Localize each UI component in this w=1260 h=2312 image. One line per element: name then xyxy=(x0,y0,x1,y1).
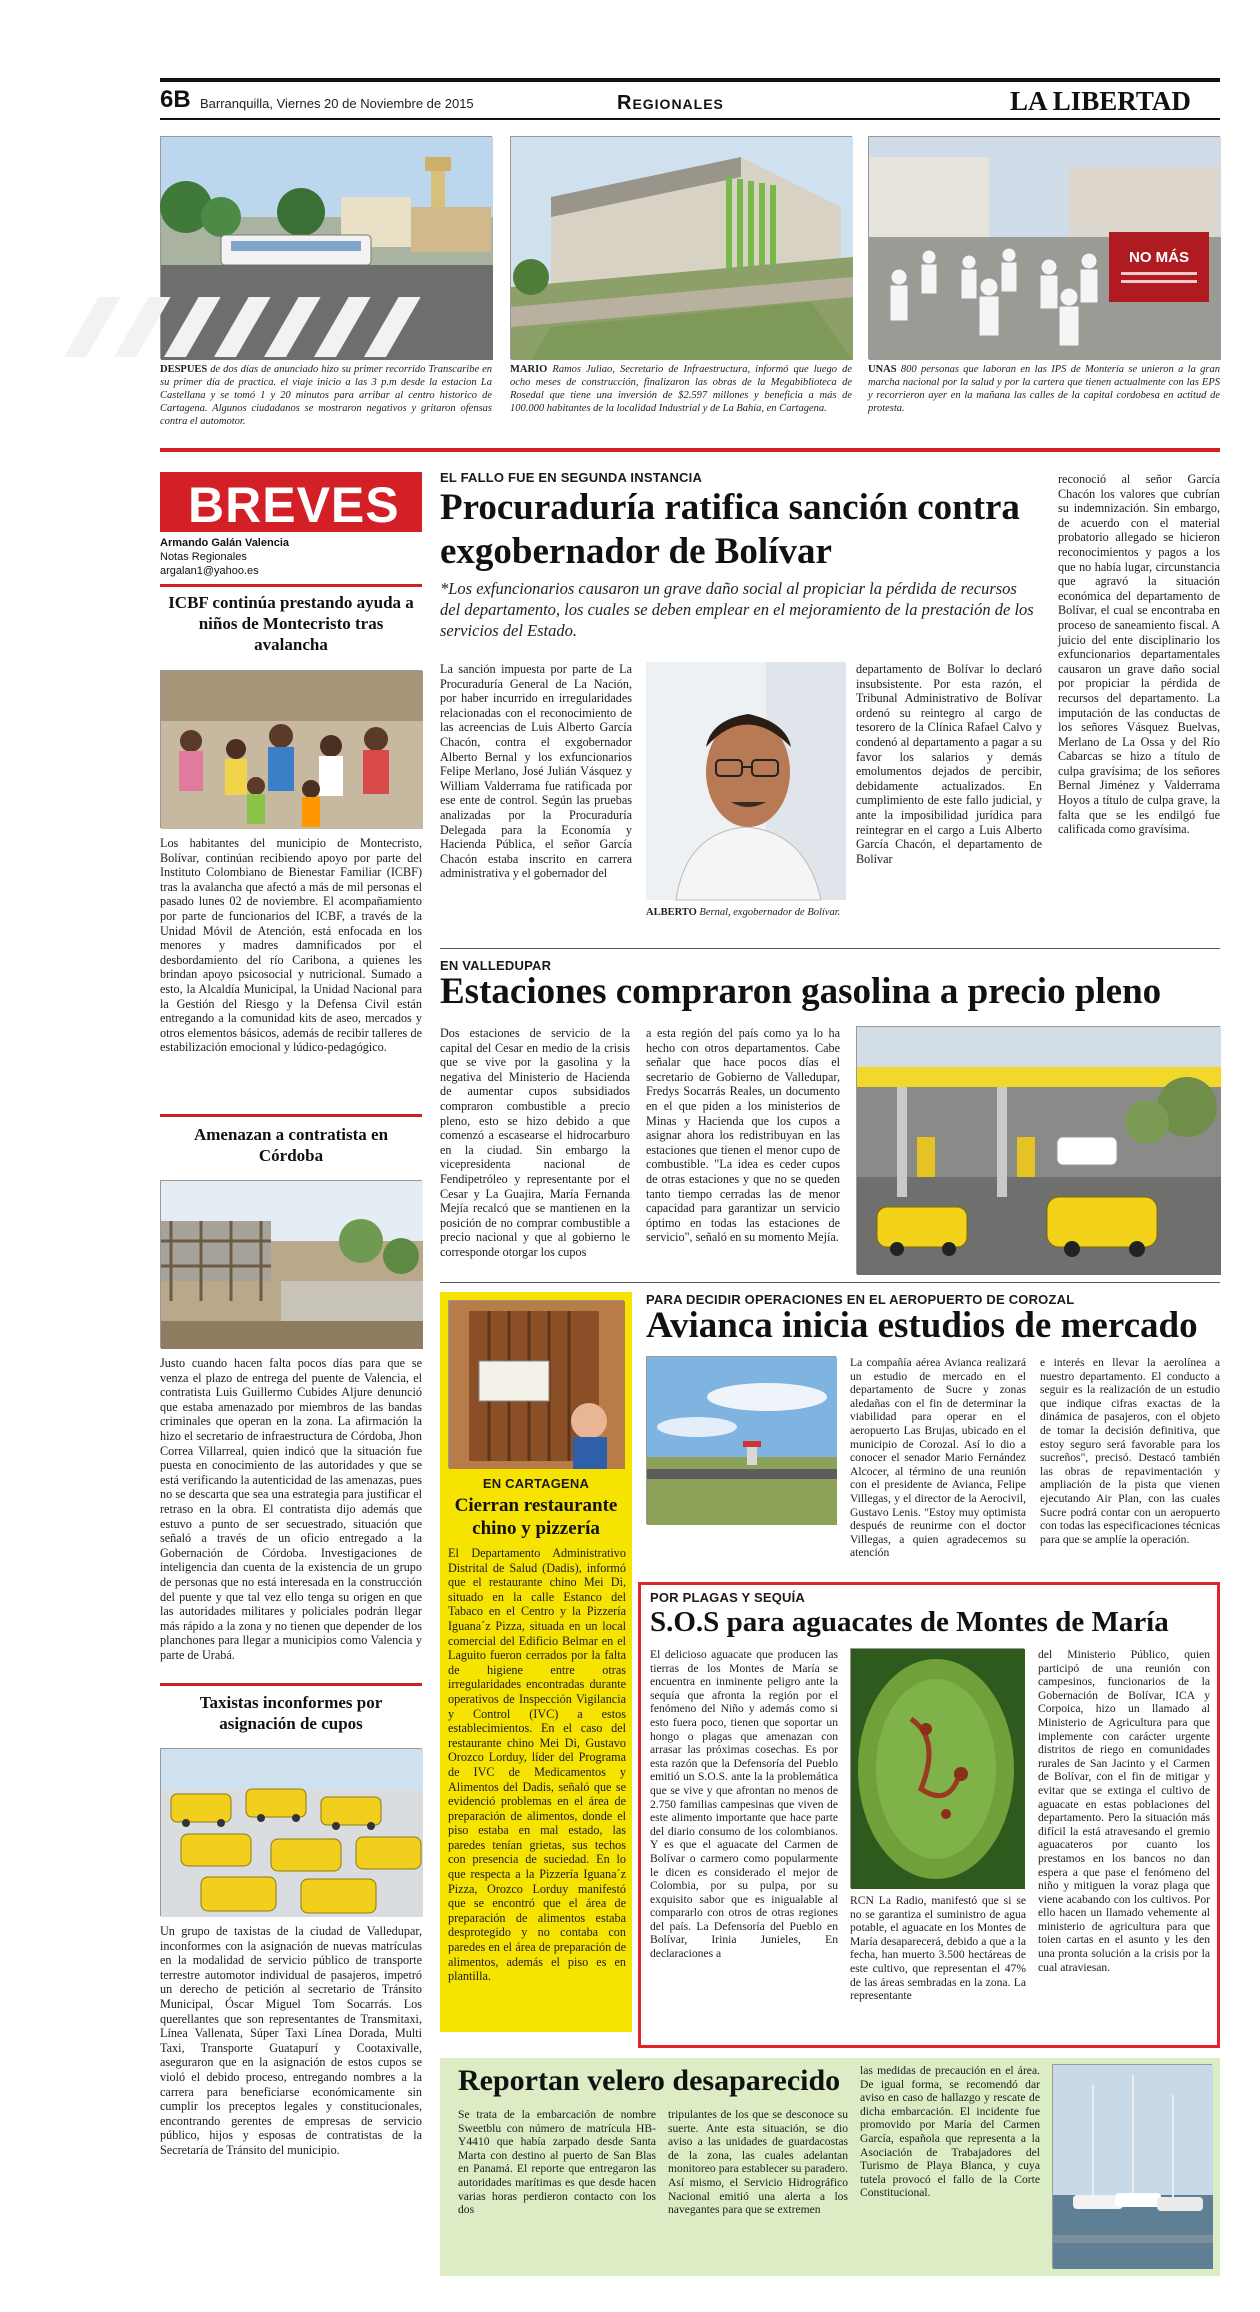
bernal-caption: ALBERTO Bernal, exgobernador de Bolívar. xyxy=(646,907,841,918)
dateline: Barranquilla, Viernes 20 de Noviembre de 2015 xyxy=(200,96,474,111)
lead-col-1: La sanción impuesta por parte de La Procuraduría General de La Nación, por haber incurrido en irregularidades relacionadas con el reconocimiento de las acreencias de Luis Alberto García Chacón, contra el exgobernador Alberto Bernal y los exfuncionarios Felipe Merlano, José Julián Vásquez y William Valderrama fue ratificada por ese ente de control. Según las pruebas analizadas por la Procuraduría Delegada para la Economía y Hacienda Pública, el señor García Chacón estaba inscrito en carrera administrativa y el gobernador del xyxy=(440,662,632,881)
breves-title: BREVES xyxy=(188,477,400,533)
icbf-photo xyxy=(160,670,422,828)
brief-3-body: Un grupo de taxistas de la ciudad de Valledupar, inconformes con la asignación de nuevas matrículas en la modalidad de servicio público de transporte terrestre automotor individual de pasajeros, impetró un derecho de petición al secretario de Tránsito Municipal, Óscar Miguel Tom Socarrás. Los querellantes que son representantes de Transmitaxi, Línea Vallenata, Súper Taxi Línea Dorada, Multi Taxi, Transporte Guatapurí y Cootaxivalle, aseguraron que en la asignación de estos cupos se violó el debido proceso, entregando nombres a la carrera para beneficiarse económicamente sin cumplir los preceptos legales y constitucionales, encontrando gerentes de empresas de servicio público, hijos y esposas de contratistas de la Secretaría de Tránsito del municipio. xyxy=(160,1924,422,2157)
lead-col-3: departamento de Bolívar lo declaró insubsistente. Por esta razón, el Tribunal Administrativo de Bolívar ordenó su reintegro al cargo de tesorero de la Clínica Rafael Calvo y condenó al departamento a pagar a su favor los salarios y demás emolumentos dejados de percibir, debidamente actualizados. En cumplimiento de este fallo judicial, y ante la imposibilidad jurídica para reintegrar en el cargo a Luis Alberto García Chacón, el departamento de Bolívar xyxy=(856,662,1042,866)
breves-rule-3 xyxy=(160,1683,422,1686)
restaurant-kicker: EN CARTAGENA xyxy=(482,1476,590,1491)
transcaribe-photo xyxy=(160,136,492,359)
aeropuerto-photo xyxy=(646,1356,836,1524)
header-top-rule xyxy=(160,78,1220,82)
section-name: Regionales xyxy=(617,92,724,114)
breves-email: argalan1@yahoo.es xyxy=(160,565,259,577)
restaurant-headline: Cierran restaurante chino y pizzería xyxy=(454,1495,618,1539)
bernal-photo xyxy=(646,662,846,900)
avianca-col-1: La compañía aérea Avianca realizará un estudio de mercado en el departamento de Sucre y zonas aledañas con el fin de determinar la viabilidad para operar en el aeropuerto Las Brujas, ubicado en el municipio de Corozal. Así lo dio a conocer el senador Mario Fernández Alcocer, al término de una reunión con el presidente de Avianca, Felipe Villegas, y el director de la Aerocivil, Gustavo Lenis. "Estoy muy optimista después de reunirme con el doctor Villegas, a quien agradecemos su atención xyxy=(850,1356,1026,1560)
velero-col-1: Se trata de la embarcación de nombre Sweetblu con número de matrícula HB-Y4410 que había zarpado desde Santa Marta con destino al puerto de San Blas en Panamá. El reporte que entregaron las autoridades marítimas es que desde hacen varias horas perdieron contacto con los dos xyxy=(458,2108,656,2217)
avianca-col-2: e interés en llevar la aerolínea a nuestro departamento. El conducto a seguir es la realización de un estudio que indique cifras exactas de la dinámica de pasajeros, con el objeto de tomar la decisión definitiva, que estoy seguro será favorable para los sucreños", precisó. Destacó también las obras de repavimentación y ampliación de la pista que vienen ejecutando Air Plan, con las cuales Sucre podrá contar con un aeropuerto con todas las especificaciones técnicas para que se amplíe la operación. xyxy=(1040,1356,1220,1546)
avianca-kicker: PARA DECIDIR OPERACIONES EN EL AEROPUERTO DE COROZAL xyxy=(646,1292,1075,1307)
megabiblioteca-photo xyxy=(510,136,852,359)
top-red-rule xyxy=(160,448,1220,452)
lead-headline: Procuraduría ratifica sanción contra exgobernador de Bolívar xyxy=(440,487,1020,572)
megabiblioteca-caption: MARIO Ramos Juliao, Secretario de Infraestructura, informó que luego de ocho meses de construcción, finalizaron las obras de la Megabiblioteca de Rosedal que tiene una inversión de $2.597 millones y beneficia a más de 100.000 habitantes de la localidad Industrial y de La Bahía, en Cartagena. xyxy=(510,364,852,414)
lead-col-4: reconoció al señor García Chacón los valores que cubrían su indemnización. Sin embargo, de acuerdo con el material probatorio allegado se hicieron reconocimientos y pagos a los que no había lugar, circunstancia que agravó la situación económica del departamento de Bolívar, el cual se encontraba en proceso de saneamiento fiscal. A juicio del ente disciplinario los exfuncionarios departamentales causaron un grave daño social por propiciar la pérdida de recursos del departamento. La imputación de las conductas de los señores Vásquez Buelvas, Merlano de La Ossa y del Río Cabarcas se hizo a título de culpa gravísima; de los señores Bernal Jiménez y Valderrama Hoyos a título de culpa grave, la falta que se les endilgó fue calificada como gravísima. xyxy=(1058,472,1220,837)
gasolinera-photo xyxy=(856,1026,1220,1274)
brief-2-body: Justo cuando hacen falta pocos días para que se venza el plazo de entrega del puente de Valencia, el contratista Luis Guillermo Cubides Aljure denunció que estaba amenazado por miembros de las bandas criminales que operan en la zona. La afirmación la hizo el secretario de infraestructura de Córdoba, Jhon Correa Villarreal, quien indicó que la situación fue puesta en conocimiento de las autoridades y que se está verificando la autenticidad de las amenazas, pues no se descarta que sea una estrategia para justificar el retraso en la obra. El contratista dijo además que estuvo a punto de ser secuestrado, situación que señaló a través de un oficio entregado a la Gobernación de Córdoba. Investigaciones de inteligencia dan cuenta de la existencia de un grupo de personas que no está interesada en la construcción del puente y que tal vez ello tenga su origen en que las autoridades militares y policiales podrán llegar más rápido a la zona y no tienen que depender de los planchones para llegar a municipios como Valencia y parte de Urabá. xyxy=(160,1356,422,1662)
restaurant-body: El Departamento Administrativo Distrital de Salud (Dadis), informó que el restaurante chino Mei Di, situado en la calle Estanco del Tabaco en el Centro y la Pizzería Iguana´z Pizza, situada en un local comercial del Edificio Belmar en el Laguito fueron cerrados por la falta de higiene entre otras irregularidades encontradas durante operativos de Inspección Vigilancia y Control (IVC) a estos establecimientos. En el caso del restaurante chino Mei Di, Gustavo Orozco Lorduy, líder del Programa de IVC de Medicamentos y Alimentos del Dadis, señaló que se evidenció problemas en el área de preparación de alimentos, donde el piso estaba en mal estado, las paredes tenían grietas, sus techos con presencia de suciedad. En lo que respecta a la Pizzería Iguana´z Pizza, Orozco Lorduy manifestó que se encontró que el área de preparación de alimentos estaba desprotegido y no contaba con paredes en el área de preparación de alimentos, además el piso es en plantilla. xyxy=(448,1546,626,1984)
gas-kicker: EN VALLEDUPAR xyxy=(440,958,552,973)
transcaribe-caption: DESPUES de dos días de anunciado hizo su primer recorrido Transcaribe en su primer día de practica. el viaje inicio a las 3 p.m desde la estacion La Castellana y se tomó 1 y 20 minutos para arribar al centro historico de Cartagena. Algunos ciudadanos se mostraron negativos y gritaron ofensas contra el automotor. xyxy=(160,364,492,427)
breves-rule-2 xyxy=(160,1114,422,1117)
velero-col-2: tripulantes de los que se desconoce su suerte. Ante esta situación, se dio aviso a las unidades de guardacostas de la zona, las cuales adelantan monitoreo para establecer su paradero. Así mismo, el Servicio Hidrográfico Nacional emitió una alerta a los navegantes para que se extremen xyxy=(668,2108,848,2217)
lead-kicker: EL FALLO FUE EN SEGUNDA INSTANCIA xyxy=(440,470,703,485)
puente-photo xyxy=(160,1180,422,1348)
brief-1-body: Los habitantes del municipio de Montecristo, Bolívar, continúan recibiendo apoyo por parte del Instituto Colombiano de Bienestar Familiar (ICBF) tras la avalancha que afectó a más de mil personas el pasado lunes 02 de noviembre. El acompañamiento por parte de funcionarios del ICBF, a través de la Unidad Móvil de Atención, está enfocada en los menores y madres damnificados por el desbordamiento del río Caribona, a quienes les brindan apoyo psicosocial y nutricional. Sumado a esto, la Alcaldía Municipal, la Unidad Nacional para la Gestión del Riesgo y la Defensa Civil están entregando a la comunidad kits de aseo, mercados y otros elementos básicos, además de recibir talleres de estabilización emocional y lúdico-pedagógico. xyxy=(160,836,422,1055)
velero-photo xyxy=(1052,2064,1212,2268)
header-bottom-rule xyxy=(160,118,1220,120)
protest-banner-text: NO MÁS xyxy=(1129,249,1189,266)
sos-col-3: del Ministerio Público, quien participó de una reunión con campesinos, funcionarios de la Gobernación de Bolívar, ICA y Corpoica, hizo un llamado al Ministerio de Agricultura para que implemente con carácter urgente distritos de riego en comunidades rurales de San Jacinto y el Carmen de Bolívar, con el fin de mitigar y evitar que se extinga el cultivo de aguacate en estas poblaciones del departamento. Pero la situación más difícil la está atravesando el gremio aguacateros por cuanto los prestamos en los bancos no dan espera a que pase el fenómeno del niño y mitiguen la voraz plaga que viene acabando con los cultivos. Por ello hacen un llamado vehemente al ministerio de agricultura para que toien cartas en el asunto y les den una pronta solución a la crisis por la cual atraviesan. xyxy=(1038,1648,1210,1974)
velero-headline: Reportan velero desaparecido xyxy=(458,2064,841,2097)
gas-bottom-rule xyxy=(440,1282,1220,1283)
gas-headline: Estaciones compraron gasolina a precio pleno xyxy=(440,971,1162,1012)
marcha-caption: UNAS 800 personas que laboran en las IPS de Montería se unieron a la gran marcha nacional por la salud y por la cartera que tienen actualmente con las EPS y recorrieron ayer en la mañana las calles de la capital cordobesa en actitud de protesta. xyxy=(868,364,1220,414)
lead-bottom-rule xyxy=(440,948,1220,949)
masthead: LA LIBERTAD xyxy=(1010,86,1191,116)
brief-1-title: ICBF continúa prestando ayuda a niños de Montecristo tras avalancha xyxy=(168,593,414,654)
breves-author: Armando Galán Valencia xyxy=(160,537,289,549)
aguacate-photo xyxy=(850,1648,1024,1888)
avianca-headline: Avianca inicia estudios de mercado xyxy=(646,1305,1198,1346)
marcha-photo xyxy=(868,136,1220,359)
breves-rule-1 xyxy=(160,584,422,587)
gas-col-2: a esta región del país como ya lo ha hecho con otros departamentos. Cabe señalar que hace pocos días el secretario de Gobierno de Valledupar, Fredys Socarrás Reales, un documento en el que piden a los ministerios de Minas y Hacienda que los cupos a asignar ahora los redistribuyan en las estaciones que tienen el menor cupo de combustible. "La idea es ceder cupos de otras estaciones y que no se queden tanto tiempo cerradas las de menor capacidad para garantizar un servicio óptimo en todas las estaciones de servicio", señaló en su momento Mejía. xyxy=(646,1026,840,1245)
brief-2-title: Amenazan a contratista en Córdoba xyxy=(193,1125,389,1165)
breves-role: Notas Regionales xyxy=(160,551,247,563)
velero-col-3: las medidas de precaución en el área. De igual forma, se recomendó dar aviso en caso de hallazgo y rescate de dicha embarcación. El incidente fue promovido por María del Carmen García, española que representa a la Asociación de Trabajadores del Turismo de Playa Blanca, y cuya tutela provocó el fallo de la Corte Constitucional. xyxy=(860,2064,1040,2200)
brief-3-title: Taxistas inconformes por asignación de cupos xyxy=(199,1693,383,1733)
breves-banner xyxy=(160,472,422,532)
sos-headline: S.O.S para aguacates de Montes de María xyxy=(650,1606,1169,1638)
lead-deck: *Los exfuncionarios causaron un grave daño social al propiciar la pérdida de recursos del departamento, los cuales se deben emplear en el mejoramiento de la prestación de los servicios del Estado. xyxy=(440,579,1034,640)
sos-col-2: RCN La Radio, manifestó que si se no se garantiza el suministro de agua potable, el aguacate en los Montes de María desaparecerá, debido a que a la fecha, han muerto 3.500 hectáreas de este cultivo, que representan el 47% de las áreas sembradas en la zona. La representante xyxy=(850,1894,1026,2003)
gas-col-1: Dos estaciones de servicio de la capital del Cesar en medio de la crisis que se vive por la gasolina y la negativa del Ministerio de Hacienda de aumentar cupos subsidiados compraron combustible a precio pleno, esto se hizo debido a que comenzó a escasearse el hidrocarburo en la ciudad. Sin embargo la vicepresidenta nacional de Fendipetróleo y representante por el Cesar y La Guajira, María Fernanda Mejía recalcó que se mantienen en la posición de no comprar combustible a precio nacional y que al gobierno le corresponde otorgar los cupos xyxy=(440,1026,630,1259)
restaurante-photo xyxy=(448,1300,624,1468)
taxis-photo xyxy=(160,1748,422,1916)
sos-col-1: El delicioso aguacate que producen las tierras de los Montes de María se encuentra en inminente peligro ante la sequía que afronta la región por el fenómeno del Niño y además como si esto fuera poco, tienen que soportar un hongo o plagas que amenazan con arrasar las próximas cosechas. Es por esta razón que la Defensoría del Pueblo emitió un S.O.S. ante la la problemática que se vive y que afrontan no menos de 2.750 familias campesinas que viven de este alimento importante que hace parte del diario consumo de los colombianos. Y es que el aguacate del Carmen de Bolívar o carmero como popularmente le dicen es considerado el mejor de Colombia, por su pulpa, por su exquisito sabor que es inigualable al compararlo con otros de otras regiones del país. La Defensoría del Pueblo en Bolívar, Irinia Junieles, En declaraciones a xyxy=(650,1648,838,1961)
sos-kicker: POR PLAGAS Y SEQUÍA xyxy=(650,1590,806,1605)
page-number: 6B xyxy=(160,86,191,113)
